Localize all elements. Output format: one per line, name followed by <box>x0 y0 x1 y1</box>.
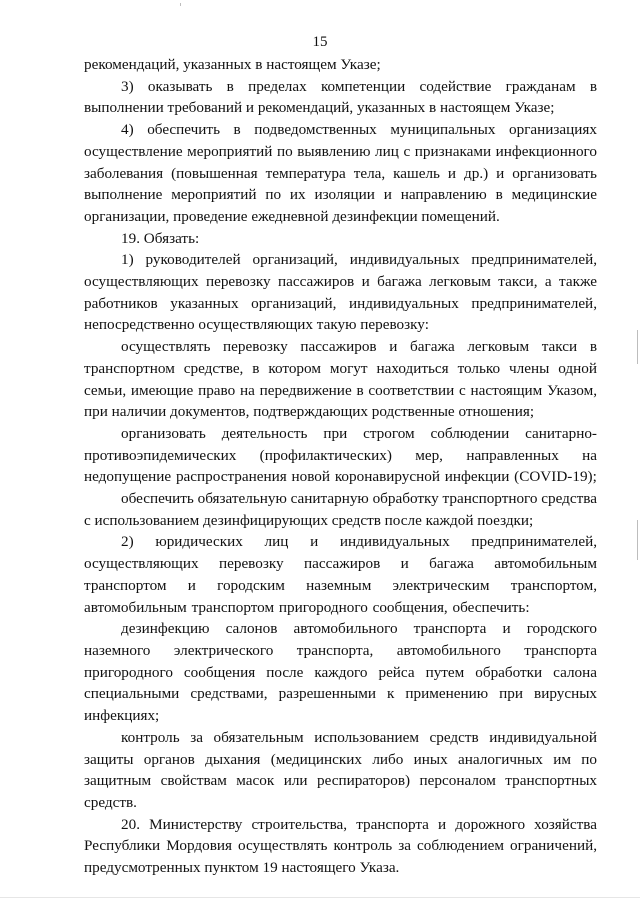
scan-artifact-right <box>637 330 638 364</box>
document-body <box>84 54 597 879</box>
paragraph-taxi-disinfection-rule: обеспечить обязательную санитарную обработку транспортного средства с использованием дезинфицирующих средств после каждой поездки; <box>84 490 597 529</box>
paragraph-continuation: рекомендаций, указанных в настоящем Указе; <box>84 56 381 73</box>
scan-artifact-bottom <box>0 897 640 898</box>
paragraph-19-item-2: 2) юридических лиц и индивидуальных предпринимателей, осуществляющих перевозку пассажиров и багажа автомобильным транспортом и городским наземным электрическим транспортом, автомобильным транспортом пригородного сообщения, обеспечить: <box>84 533 597 616</box>
paragraph-section-19-heading: 19. Обязать: <box>121 229 200 247</box>
paragraph-item-4: 4) обеспечить в подведомственных муниципальных организациях осуществление мероприятий по выявлению лиц с признаками инфекционного заболевания (повышенная температура тела, кашель и др.) и организовать выполнение мероприятий по их изоляции и направлению в медицинские организации, проведение ежедневной дезинфекции помещений. <box>84 121 597 225</box>
scan-artifact-right-lower <box>637 520 638 560</box>
paragraph-19-item-1: 1) руководителей организаций, индивидуальных предпринимателей, осуществляющих перевозку пассажиров и багажа легковым такси, а также работников указанных организаций, индивидуальных предпринимателей, непосредственно осуществляющих такую перевозку: <box>84 251 597 334</box>
paragraph-item-3: 3) оказывать в пределах компетенции содействие гражданам в выполнении требований и рекомендаций, указанных в настоящем Указе; <box>84 77 597 117</box>
paragraph-taxi-sanitary-rule: организовать деятельность при строгом соблюдении санитарно-противоэпидемических (профилактических) мер, направленных на недопущение распространения новой коронавирусной инфекции (COVID-19); <box>84 424 597 486</box>
paragraph-section-20: 20. Министерству строительства, транспорта и дорожного хозяйства Республики Мордовия осуществлять контроль за соблюдением ограничений, предусмотренных пунктом 19 настоящего Указа. <box>84 815 597 877</box>
scan-artifact-top <box>180 3 181 6</box>
page-number: 15 <box>312 34 328 50</box>
paragraph-taxi-transport-rule: осуществлять перевозку пассажиров и багажа легковым такси в транспортном средстве, в котором могут находиться только члены одной семьи, имеющие право на передвижение в соответствии с настоящим Указом, при наличии документов, подтверждающих родственные отношения; <box>84 338 597 421</box>
paragraph-ppe-control: контроль за обязательным использованием средств индивидуальной защиты органов дыхания (медицинских либо иных аналогичных им по защитным свойствам масок или респираторов) персоналом транспортных средств. <box>84 728 597 811</box>
paragraph-salon-disinfection: дезинфекцию салонов автомобильного транспорта и городского наземного электрического транспорта, автомобильного транспорта пригородного сообщения после каждого рейса путем обработки салона специальными средствами, разрешенными к применению при вирусных инфекциях; <box>84 620 597 725</box>
